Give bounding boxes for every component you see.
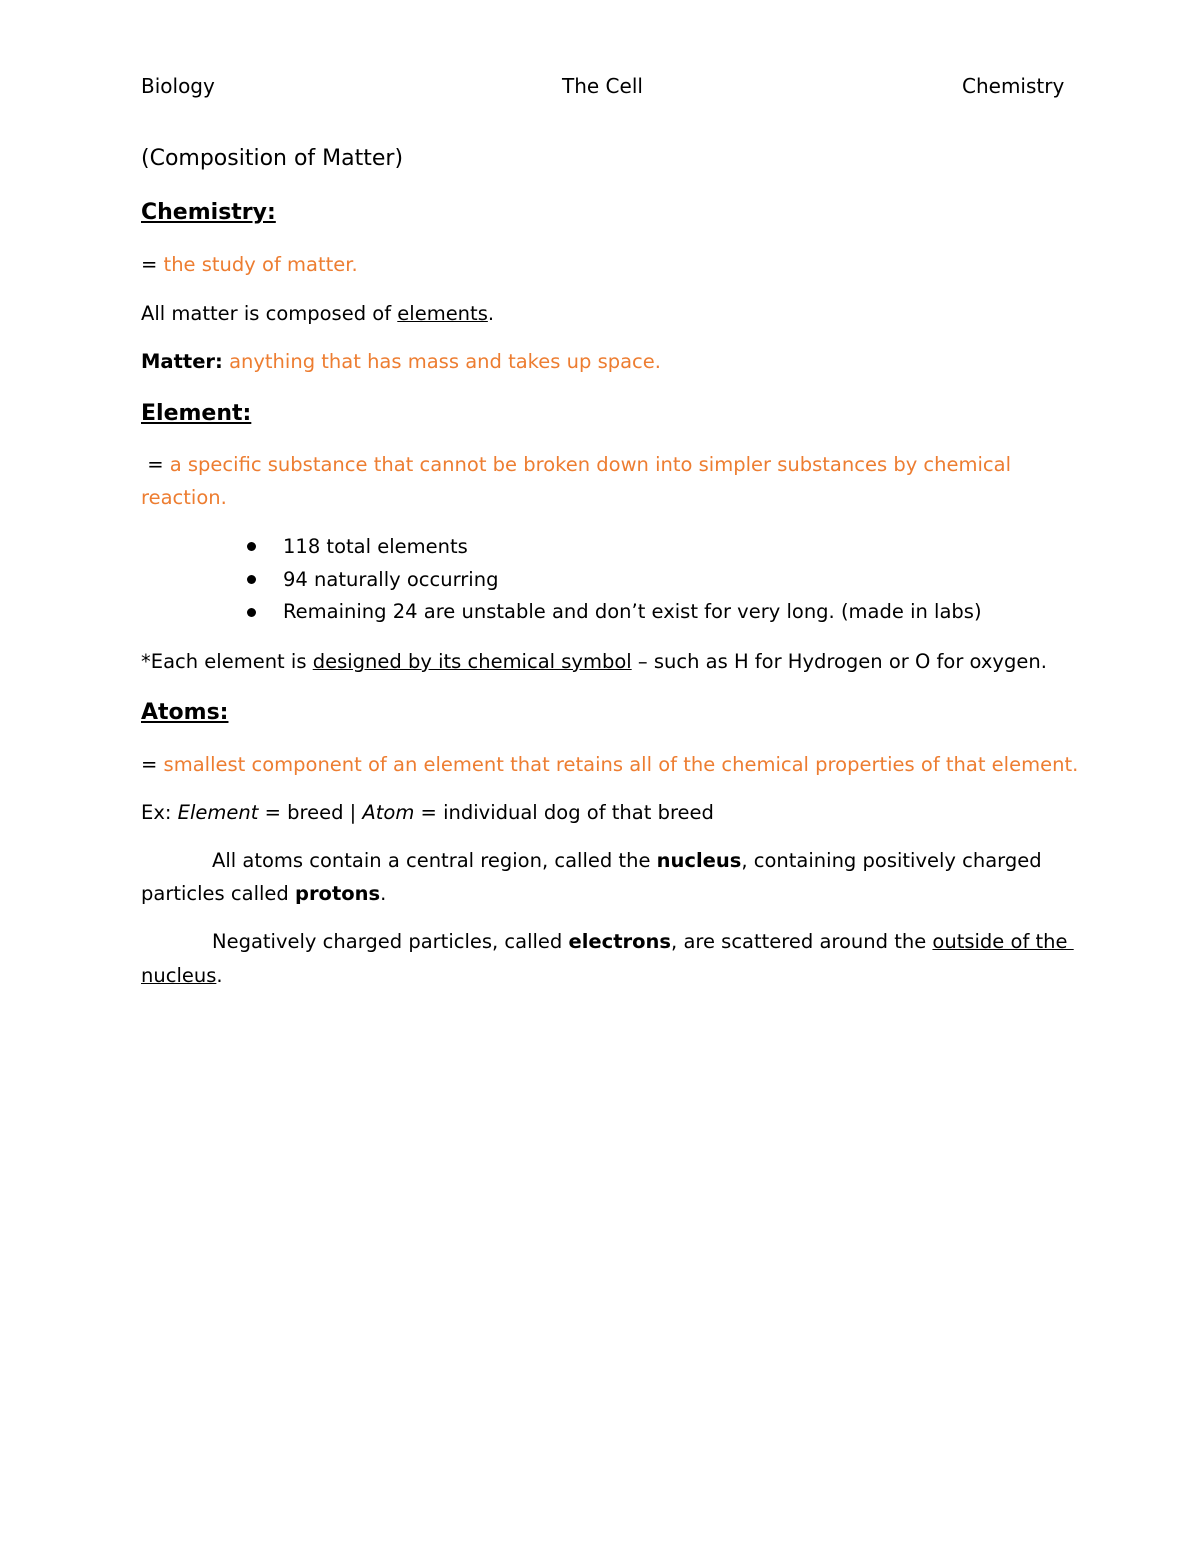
nucleus-underlined: nucleus — [141, 964, 217, 987]
p1-a: All atoms contain a central region, called the — [212, 849, 657, 872]
composed-line — [141, 302, 494, 325]
nucleus-paragraph-line2 — [141, 882, 386, 905]
outside-underlined: outside of the — [932, 930, 1074, 953]
p2-end: . — [216, 964, 223, 987]
p1-b: , containing positively charged — [741, 849, 1042, 872]
ex-suffix: = individual dog of that breed — [414, 801, 714, 824]
ex-middle: = breed | — [258, 801, 363, 824]
symbol-prefix: *Each element is — [141, 650, 313, 673]
ex-atom: Atom — [362, 801, 415, 824]
element-def-text-1: a specific substance that cannot be broken down into simpler substances by chemical — [169, 453, 1012, 476]
bullet-item-1: 118 total elements — [283, 535, 468, 558]
example-line — [141, 801, 714, 824]
element-definition-line1 — [141, 453, 1011, 476]
composed-suffix: . — [487, 302, 495, 325]
subtitle: (Composition of Matter) — [141, 146, 404, 171]
header-right: Chemistry — [962, 74, 1065, 98]
atoms-def-text: smallest component of an element that retains all of the chemical properties of that element. — [163, 753, 1079, 776]
chemical-symbol-line — [141, 650, 1047, 673]
def-prefix: = — [141, 753, 164, 776]
atoms-definition — [141, 753, 1078, 776]
composed-prefix: All matter is composed of — [141, 302, 398, 325]
atoms-heading: Atoms: — [141, 700, 229, 725]
electrons-paragraph-line2 — [141, 964, 223, 987]
element-heading: Element: — [141, 401, 252, 426]
def-prefix: = — [141, 253, 164, 276]
chemistry-heading: Chemistry: — [141, 200, 276, 225]
nucleus-term: nucleus — [656, 849, 742, 872]
ex-element: Element — [177, 801, 259, 824]
def-prefix: = — [141, 453, 170, 476]
p1-line2-b: . — [380, 882, 387, 905]
symbol-underlined: designed by its chemical symbol — [312, 650, 632, 673]
bullet-item-2: 94 naturally occurring — [283, 568, 499, 591]
bullet-icon — [247, 575, 256, 584]
protons-term: protons — [294, 882, 381, 905]
matter-line — [141, 350, 661, 373]
header-left: Biology — [141, 74, 215, 98]
element-definition-line2: reaction. — [141, 486, 227, 509]
nucleus-paragraph-line1 — [212, 849, 1042, 872]
bullet-icon — [247, 542, 256, 551]
p2-a: Negatively charged particles, called — [212, 930, 569, 953]
p2-b: , are scattered around the — [671, 930, 933, 953]
bullet-item-3: Remaining 24 are unstable and don’t exist for very long. (made in labs) — [283, 600, 982, 623]
chemistry-definition — [141, 253, 358, 276]
symbol-suffix: – such as H for Hydrogen or O for oxygen. — [631, 650, 1047, 673]
p1-line2-a: particles called — [141, 882, 295, 905]
matter-definition: anything that has mass and takes up space. — [229, 350, 661, 373]
elements-underlined: elements — [397, 302, 488, 325]
bullet-icon — [247, 608, 256, 617]
chemistry-def-text: the study of matter. — [163, 253, 358, 276]
electrons-paragraph-line1 — [212, 930, 1074, 953]
electrons-term: electrons — [568, 930, 672, 953]
ex-prefix: Ex: — [141, 801, 178, 824]
matter-label: Matter: — [141, 350, 223, 373]
header-center: The Cell — [562, 74, 643, 98]
